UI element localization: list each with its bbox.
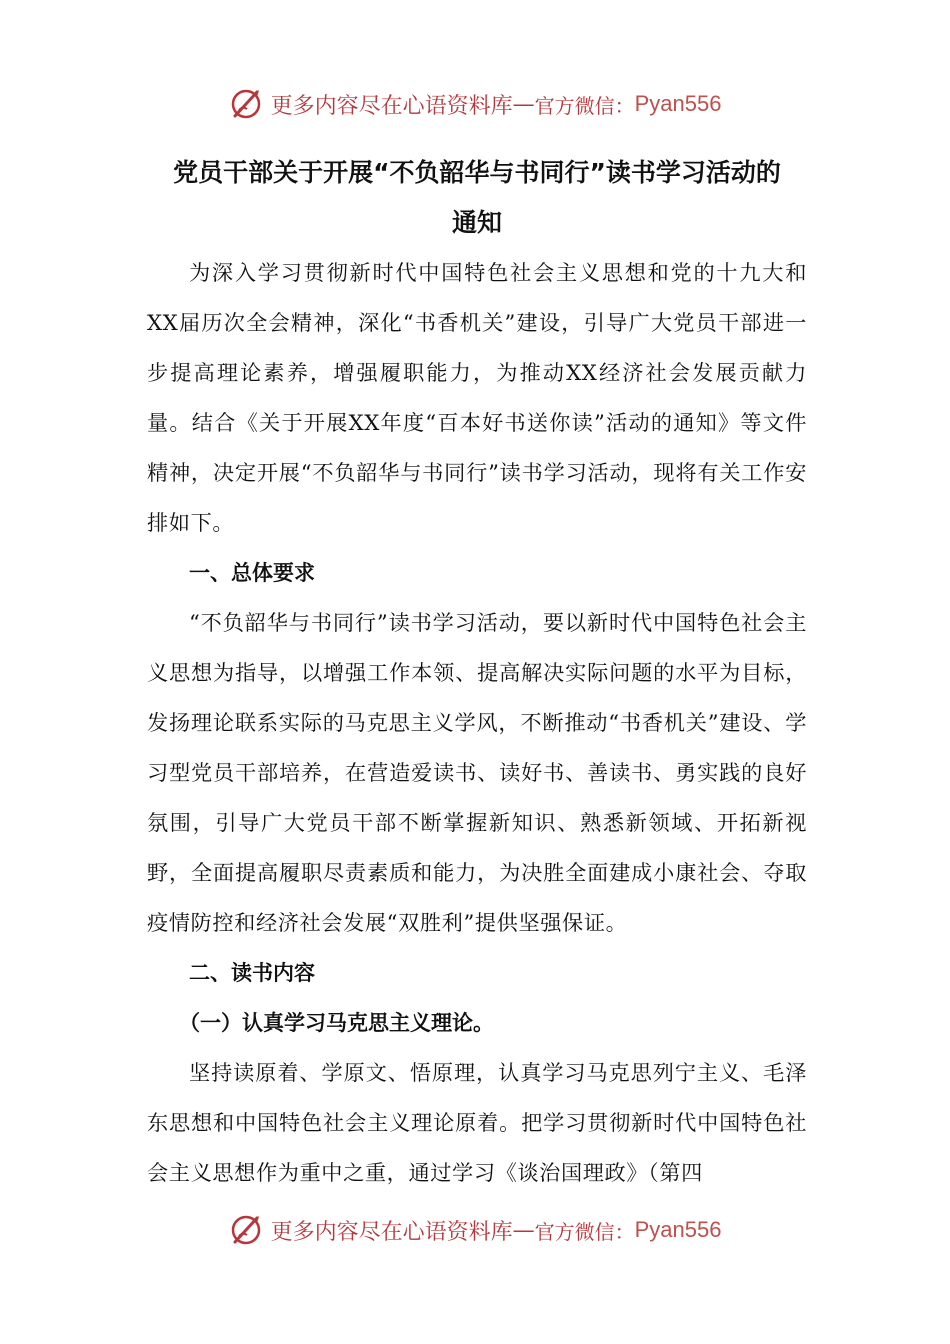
document-body [147, 148, 807, 1198]
watermark-text: 更多内容尽在心语资料库 [270, 93, 513, 119]
watermark-dash: — [512, 91, 535, 117]
watermark-wechat-label: 官方微信： [534, 1219, 635, 1244]
watermark-text: 更多内容尽在心语资料库 [270, 1219, 513, 1245]
section1-paragraph: “不负韶华与书同行”读书学习活动，要以新时代中国特色社会主义思想为指导，以增强工作本领、提高解决实际问题的水平为目标，发扬理论联系实际的马克思主义学风，不断推动“书香机关”建设、学习型党员干部培养，在营造爱读书、读好书、善读书、勇实践的良好氛围，引导广大党员干部不断掌握新知识、熟悉新领域、开拓新视野，全面提高履职尽责素质和能力，为决胜全面建成小康社会、夺取疫情防控和经济社会发展“双胜利”提供坚强保证。 [147, 610, 807, 935]
intro-paragraph: 为深入学习贯彻新时代中国特色社会主义思想和党的十九大和XX届历次全会精神，深化“书香机关”建设，引导广大党员干部进一步提高理论素养，增强履职能力，为推动XX经济社会发展贡献力量。结合《关于开展XX年度“百本好书送你读”活动的通知》等文件精神，决定开展“不负韶华与书同行”读书学习活动，现将有关工作安排如下。 [147, 260, 807, 535]
watermark-footer [0, 1210, 950, 1250]
pen-logo-icon [229, 86, 265, 122]
watermark-wechat-id: Pyan556 [634, 91, 722, 116]
watermark-wechat-label: 官方微信： [534, 93, 635, 118]
subsection1-paragraph: 坚持读原着、学原文、悟原理，认真学习马克思列宁主义、毛泽东思想和中国特色社会主义理论原着。把学习贯彻新时代中国特色社会主义思想作为重中之重，通过学习《谈治国理政》（第四 [147, 1060, 807, 1185]
watermark-header [0, 84, 950, 124]
section1-heading: 一、总体要求 [189, 561, 315, 585]
subsection1-heading: （一）认真学习马克思主义理论。 [179, 1011, 494, 1035]
watermark-dash: — [512, 1217, 535, 1243]
document-title-line1: 党员干部关于开展“不负韶华与书同行”读书学习活动的 [173, 158, 781, 187]
section2-heading: 二、读书内容 [189, 961, 315, 985]
watermark-wechat-id: Pyan556 [634, 1217, 722, 1242]
document-title-line2: 通知 [451, 208, 502, 237]
pen-logo-icon [229, 1212, 265, 1248]
